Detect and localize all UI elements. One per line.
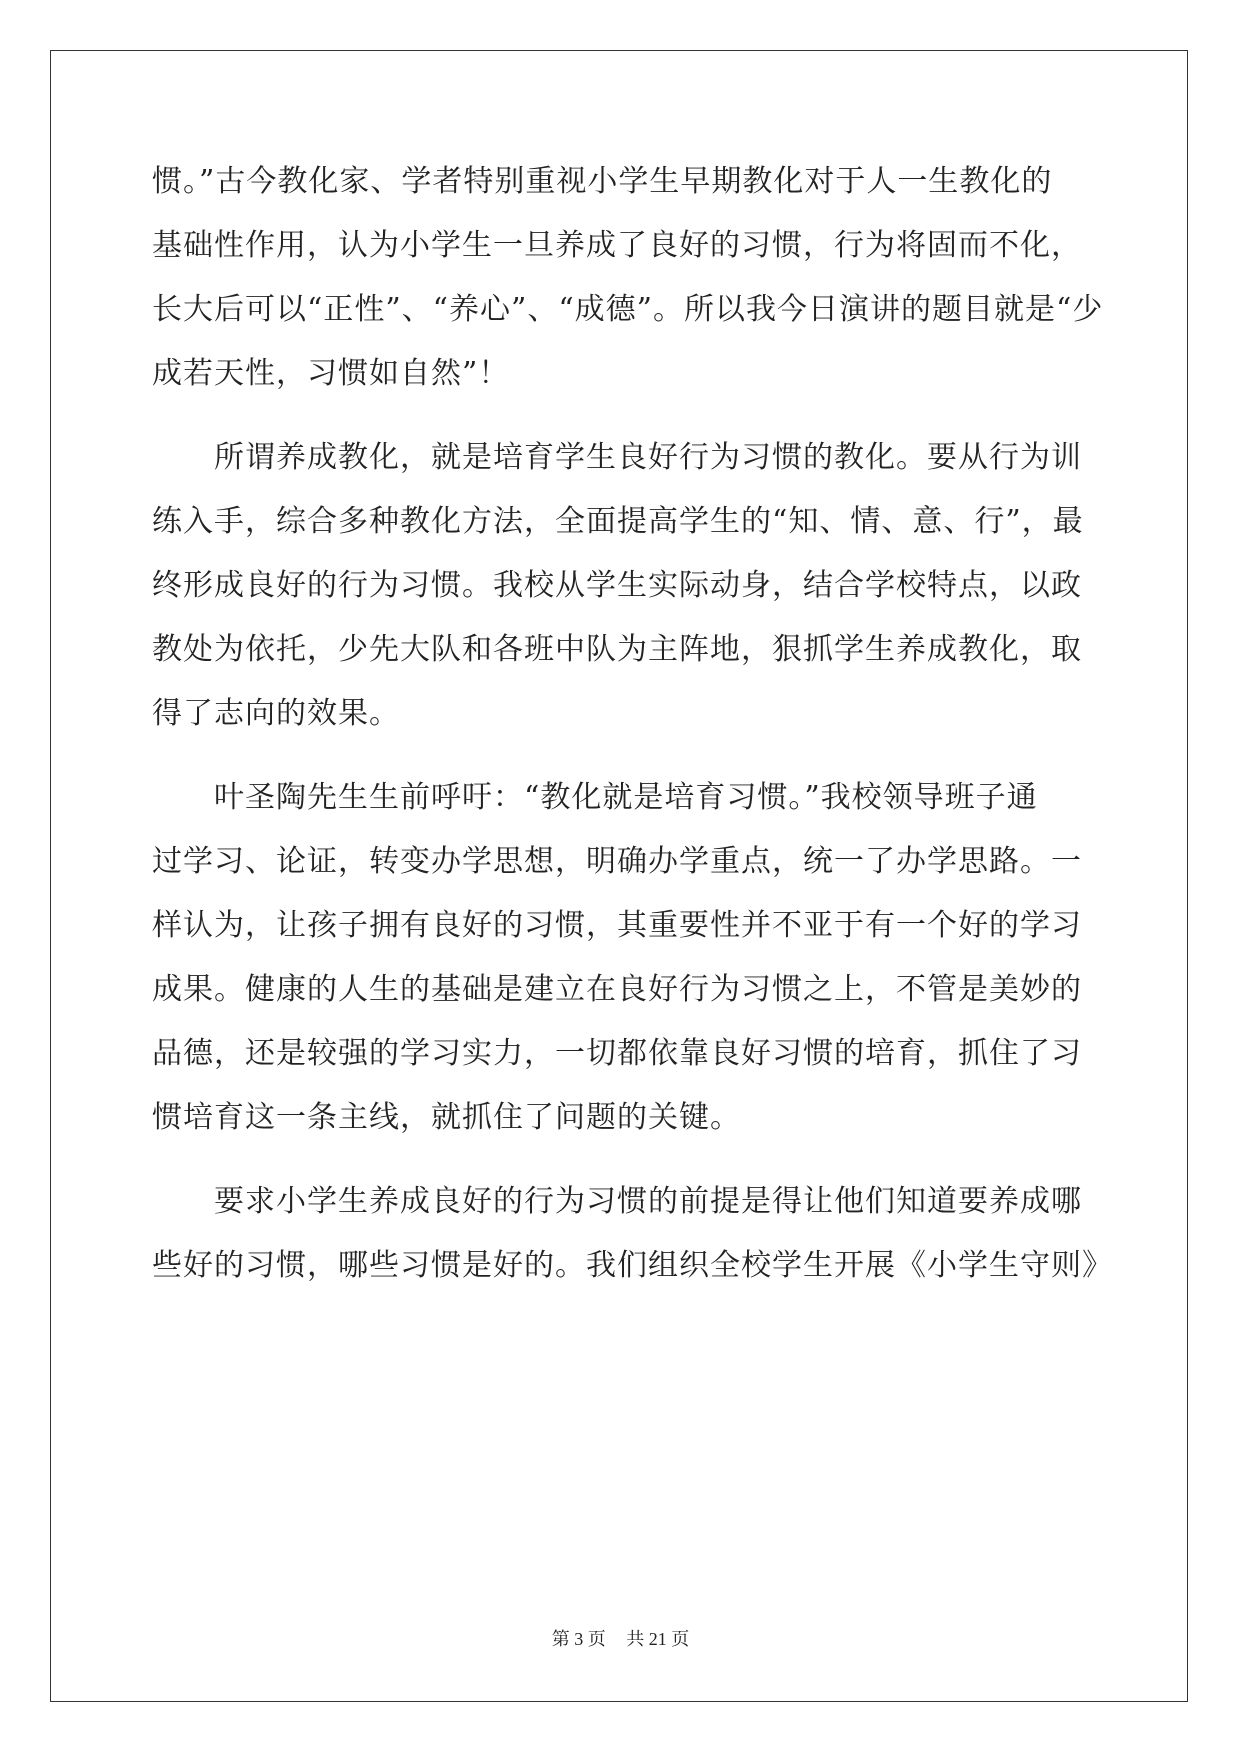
page-number: 第 3 页 [551,1629,606,1649]
text-line: 成果。健康的人生的基础是建立在良好行为习惯之上，不管是美妙的 [152,972,1082,1007]
text-line: 基础性作用，认为小学生一旦养成了良好的习惯，行为将固而不化， [152,228,1082,263]
text-line: 惯培育这一条主线，就抓住了问题的关键。 [152,1100,741,1135]
paragraph [152,766,1092,1150]
text-line: 长大后可以“正性”、“养心”、“成德”。所以我今日演讲的题目就是“少 [152,292,1104,327]
text-line: 练入手，综合多种教化方法，全面提高学生的“知、情、意、行”，最 [152,504,1084,539]
text-line: 得了志向的效果。 [152,696,400,731]
text-line: 些好的习惯，哪些习惯是好的。我们组织全校学生开展《小学生守则》 [152,1248,1113,1283]
paragraph [152,150,1104,406]
text-line: 所谓养成教化，就是培育学生良好行为习惯的教化。要从行为训 [214,440,1082,475]
page-total: 共 21 页 [626,1629,690,1649]
text-line: 惯。”古今教化家、学者特别重视小学生早期教化对于人一生教化的 [152,164,1053,199]
text-line: 教处为依托，少先大队和各班中队为主阵地，狠抓学生养成教化，取 [152,632,1082,667]
paragraph [152,1170,1113,1298]
page-footer [0,1625,1241,1651]
text-line: 品德，还是较强的学习实力，一切都依靠良好习惯的培育，抓住了习 [152,1036,1082,1071]
text-line: 样认为，让孩子拥有良好的习惯，其重要性并不亚于有一个好的学习 [152,908,1082,943]
paragraph [152,426,1092,746]
text-line: 终形成良好的行为习惯。我校从学生实际动身，结合学校特点，以政 [152,568,1082,603]
text-line: 成若天性，习惯如自然”！ [152,356,510,391]
text-line: 过学习、论证，转变办学思想，明确办学重点，统一了办学思路。一 [152,844,1082,879]
text-line: 叶圣陶先生生前呼吁：“教化就是培育习惯。”我校领导班子通 [214,780,1038,815]
document-body [152,150,1113,1318]
text-line: 要求小学生养成良好的行为习惯的前提是得让他们知道要养成哪 [214,1184,1082,1219]
